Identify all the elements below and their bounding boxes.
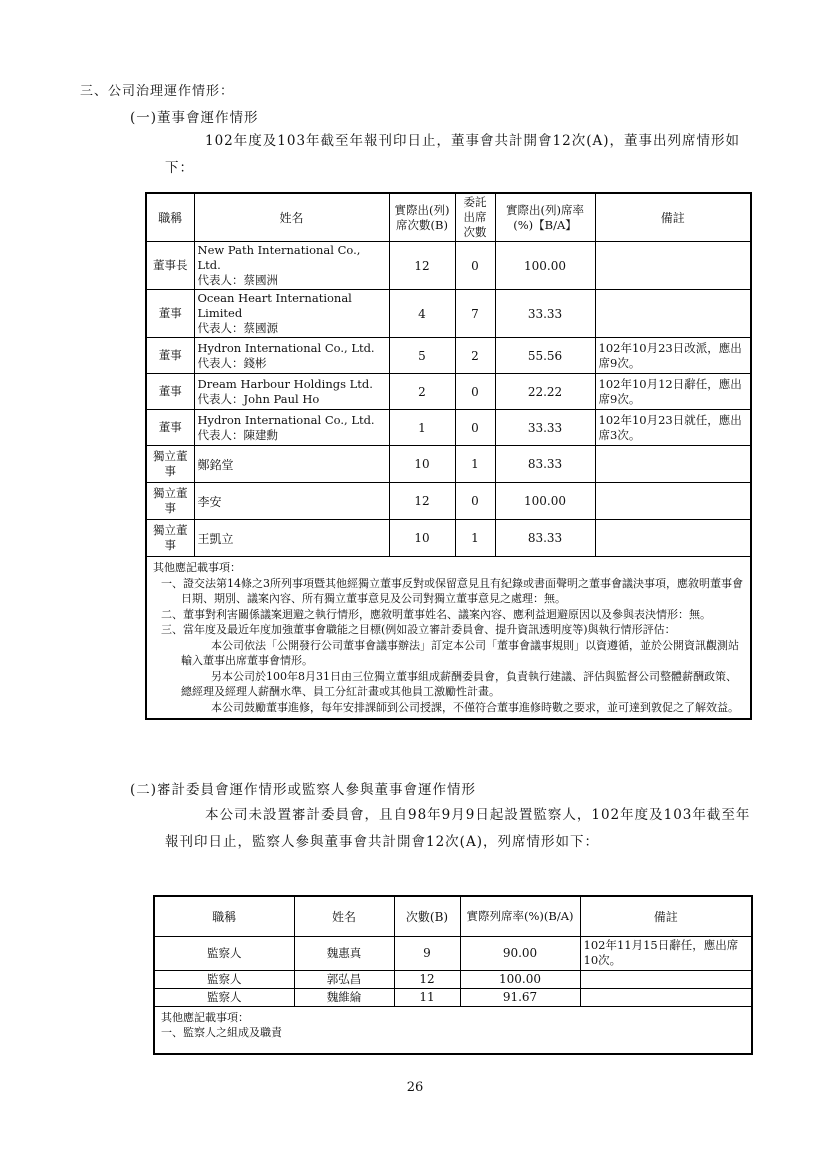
header-name: 姓名 <box>294 896 394 936</box>
cell-title: 獨立董事 <box>146 483 194 520</box>
table-row <box>146 410 751 446</box>
cell-rate: 90.00 <box>460 936 580 970</box>
cell-count: 9 <box>394 936 460 970</box>
notes-row <box>154 1006 752 1054</box>
cell-proxy: 0 <box>455 483 495 520</box>
cell-proxy: 0 <box>455 242 495 290</box>
cell-attended: 10 <box>389 520 455 557</box>
cell-rate: 83.33 <box>495 446 595 483</box>
cell-remark: 102年10月23日就任，應出席3次。 <box>595 410 751 446</box>
cell-title: 監察人 <box>154 970 294 988</box>
cell-rate: 91.67 <box>460 988 580 1006</box>
cell-name <box>194 338 389 374</box>
header-rate: 實際列席率(%)(B/A) <box>460 896 580 936</box>
paragraph-1-text: 102年度及103年截至年報刊印日止，董事會共計開會12次(A)，董事出列席情形如下： <box>165 133 740 176</box>
cell-title: 獨立董事 <box>146 520 194 557</box>
cell-name: 鄭銘堂 <box>194 446 389 483</box>
table-row <box>146 242 751 290</box>
header-name: 姓名 <box>194 193 389 242</box>
representative: 代表人：John Paul Ho <box>197 391 320 406</box>
table-row <box>146 374 751 410</box>
cell-attended: 12 <box>389 483 455 520</box>
other-matters-notes <box>154 1006 752 1054</box>
representative: 代表人：陳建勳 <box>197 427 278 442</box>
cell-remark <box>595 520 751 557</box>
cell-attended: 5 <box>389 338 455 374</box>
cell-remark <box>595 242 751 290</box>
header-proxy: 委託出席次數 <box>455 193 495 242</box>
cell-name: 魏維綸 <box>294 988 394 1006</box>
cell-proxy: 1 <box>455 520 495 557</box>
note-item-1: 一、監察人之組成及職責 <box>161 1026 282 1039</box>
table-row <box>146 520 751 557</box>
section-title: 三、公司治理運作情形： <box>80 84 235 99</box>
cell-remark <box>580 970 752 988</box>
cell-name <box>194 242 389 290</box>
table-row <box>146 483 751 520</box>
cell-title: 獨立董事 <box>146 446 194 483</box>
cell-title: 董事長 <box>146 242 194 290</box>
cell-title: 董事 <box>146 290 194 338</box>
table-row <box>146 446 751 483</box>
cell-attended: 2 <box>389 374 455 410</box>
other-matters-notes <box>146 557 751 720</box>
cell-attended: 10 <box>389 446 455 483</box>
cell-count: 12 <box>394 970 460 988</box>
cell-remark: 102年10月23日改派，應出席9次。 <box>595 338 751 374</box>
paragraph-1 <box>165 128 755 182</box>
cell-title: 監察人 <box>154 988 294 1006</box>
page-number: 26 <box>406 1080 424 1095</box>
cell-attended: 1 <box>389 410 455 446</box>
company-name: Ocean Heart International Limited <box>197 291 352 320</box>
cell-rate: 33.33 <box>495 410 595 446</box>
cell-name: 郭弘昌 <box>294 970 394 988</box>
header-remark: 備註 <box>580 896 752 936</box>
paragraph-2 <box>165 802 755 856</box>
board-attendance-table <box>145 192 752 720</box>
cell-remark: 102年11月15日辭任，應出席10次。 <box>580 936 752 970</box>
representative: 代表人：錢彬 <box>197 355 267 370</box>
cell-remark <box>595 483 751 520</box>
cell-proxy: 7 <box>455 290 495 338</box>
cell-name: 李安 <box>194 483 389 520</box>
cell-rate: 55.56 <box>495 338 595 374</box>
table-row <box>154 988 752 1006</box>
cell-remark <box>580 988 752 1006</box>
note-paragraph-2: 另本公司於100年8月31日由三位獨立董事組成薪酬委員會，負責執行建議、評估與監督公司整體薪酬政策、總經理及經理人薪酬水準、員工分紅計畫或其他員工激勵性計畫。 <box>181 669 737 698</box>
cell-name <box>194 410 389 446</box>
header-title: 職稱 <box>146 193 194 242</box>
cell-proxy: 2 <box>455 338 495 374</box>
cell-rate: 22.22 <box>495 374 595 410</box>
cell-rate: 100.00 <box>495 242 595 290</box>
company-name: New Path International Co., Ltd. <box>197 243 361 272</box>
company-name: Hydron International Co., Ltd. <box>197 412 375 427</box>
cell-proxy: 1 <box>455 446 495 483</box>
subsection-2-title: (二)審計委員會運作情形或監察人參與董事會運作情形 <box>130 782 477 798</box>
notes-heading: 其他應記載事項： <box>153 561 241 574</box>
cell-rate: 100.00 <box>495 483 595 520</box>
cell-rate: 33.33 <box>495 290 595 338</box>
subsection-1-title: (一)董事會運作情形 <box>130 110 259 126</box>
table-row <box>146 338 751 374</box>
cell-name <box>194 290 389 338</box>
table-row <box>154 970 752 988</box>
company-name: Dream Harbour Holdings Ltd. <box>197 376 373 391</box>
cell-name: 魏惠真 <box>294 936 394 970</box>
table-row <box>154 936 752 970</box>
cell-count: 11 <box>394 988 460 1006</box>
cell-proxy: 0 <box>455 410 495 446</box>
table-row <box>146 290 751 338</box>
note-paragraph-3: 本公司鼓勵董事進修，每年安排課師到公司授課，不僅符合董事進修時數之要求，並可達到敦促之了解效益。 <box>211 700 739 714</box>
notes-row <box>146 557 751 720</box>
company-name: Hydron International Co., Ltd. <box>197 340 375 355</box>
cell-rate: 83.33 <box>495 520 595 557</box>
supervisor-attendance-table <box>153 895 753 1055</box>
table-header-row <box>154 896 752 936</box>
cell-proxy: 0 <box>455 374 495 410</box>
note-item-2: 二、董事對利害關係議案迴避之執行情形，應敘明董事姓名、議案內容、應利益迴避原因以及參與表決情形：無。 <box>161 607 711 621</box>
representative: 代表人：蔡國源 <box>197 321 278 335</box>
header-attended: 實際出(列)席次數(B) <box>389 193 455 242</box>
header-title: 職稱 <box>154 896 294 936</box>
note-item-1: 一、證交法第14條之3所列事項暨其他經獨立董事反對或保留意見且有紀錄或書面聲明之董事會議決事項，應敘明董事會日期、期別、議案內容、所有獨立董事意見及公司對獨立董事意見之處理：無。 <box>161 576 743 605</box>
cell-name: 王凱立 <box>194 520 389 557</box>
cell-remark: 102年10月12日辭任，應出席9次。 <box>595 374 751 410</box>
cell-title: 董事 <box>146 338 194 374</box>
note-paragraph-1: 本公司依法「公開發行公司董事會議事辦法」訂定本公司「董事會議事規則」以資遵循，並於公開資訊觀測站輸入董事出席董事會情形。 <box>181 638 739 667</box>
note-item-3: 三、當年度及最近年度加強董事會職能之目標(例如設立審計委員會、提升資訊透明度等)與執行情形評估： <box>161 623 676 636</box>
paragraph-2-text: 本公司未設置審計委員會，且自98年9月9日起設置監察人，102年度及103年截至年報刊印日止，監察人參與董事會共計開會12次(A)，列席情形如下： <box>165 807 751 850</box>
header-count: 次數(B) <box>394 896 460 936</box>
cell-name <box>194 374 389 410</box>
cell-attended: 12 <box>389 242 455 290</box>
cell-remark <box>595 290 751 338</box>
header-rate: 實際出(列)席率(%)【B/A】 <box>495 193 595 242</box>
cell-title: 董事 <box>146 410 194 446</box>
notes-heading: 其他應記載事項： <box>161 1010 249 1024</box>
table-header-row <box>146 193 751 242</box>
cell-attended: 4 <box>389 290 455 338</box>
cell-title: 監察人 <box>154 936 294 970</box>
cell-title: 董事 <box>146 374 194 410</box>
cell-rate: 100.00 <box>460 970 580 988</box>
cell-remark <box>595 446 751 483</box>
representative: 代表人：蔡國洲 <box>197 273 278 287</box>
header-remark: 備註 <box>595 193 751 242</box>
